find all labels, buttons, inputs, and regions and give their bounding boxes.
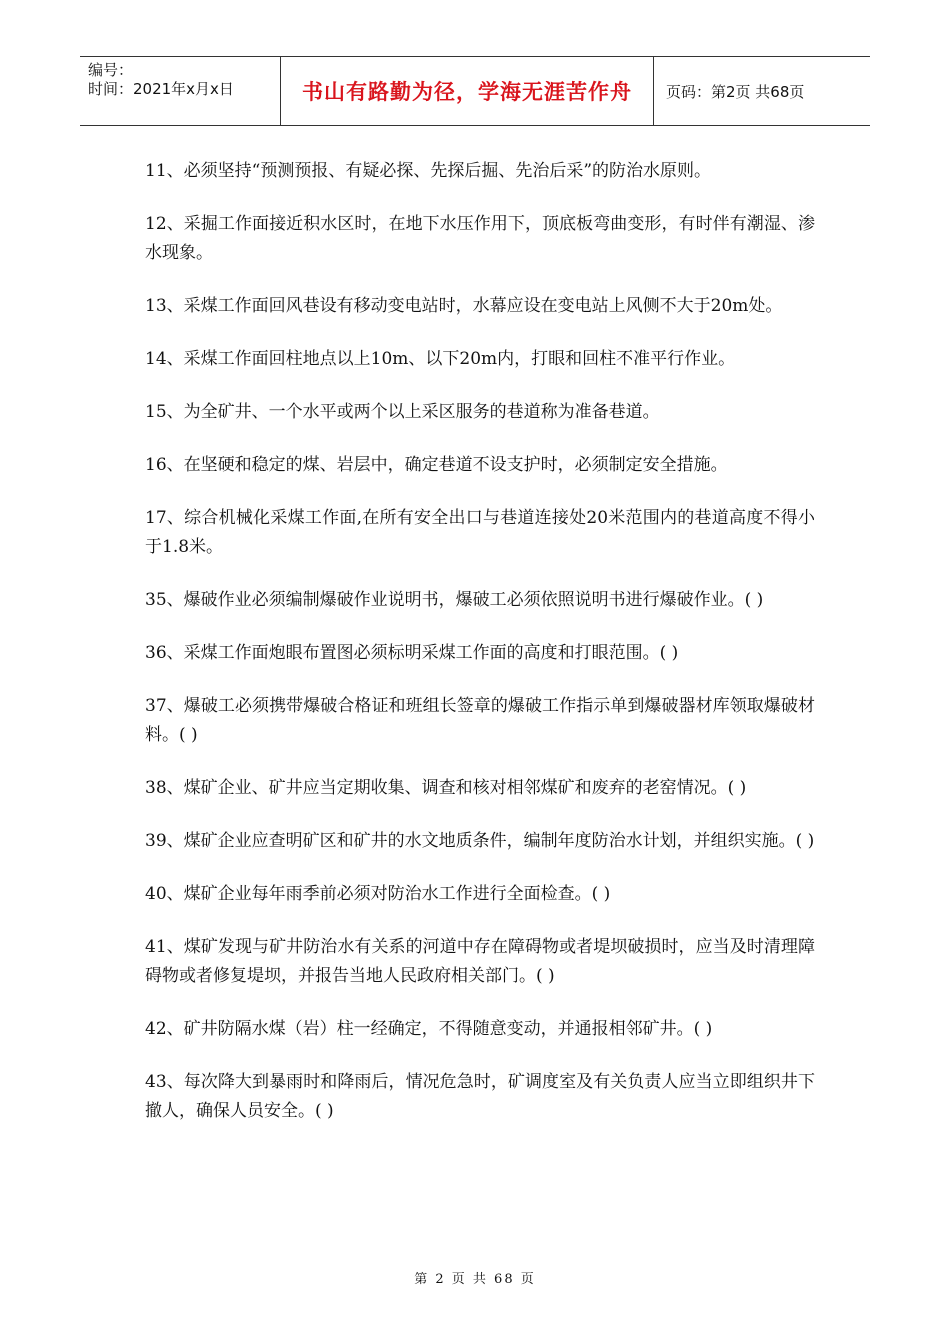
list-item: 43、每次降大到暴雨时和降雨后，情况危急时，矿调度室及有关负责人应当立即组织井下撤人，确保人员安全。( ) bbox=[145, 1072, 815, 1121]
page-header bbox=[80, 56, 870, 126]
list-item: 16、在坚硬和稳定的煤、岩层中，确定巷道不设支护时，必须制定安全措施。 bbox=[145, 455, 728, 475]
list-item: 11、必须坚持“预测预报、有疑必探、先探后掘、先治后采”的防治水原则。 bbox=[145, 161, 712, 181]
document-time-label: 时间：2021年x月x日 bbox=[88, 80, 234, 98]
list-item: 13、采煤工作面回风巷设有移动变电站时，水幕应设在变电站上风侧不大于20m处。 bbox=[145, 296, 783, 316]
question-list bbox=[145, 157, 815, 1150]
header-motto: 书山有路勤为径，学海无涯苦作舟 bbox=[302, 80, 632, 104]
list-item: 17、综合机械化采煤工作面,在所有安全出口与巷道连接处20米范围内的巷道高度不得小于1.8米。 bbox=[145, 508, 815, 557]
list-item: 15、为全矿井、一个水平或两个以上采区服务的巷道称为准备巷道。 bbox=[145, 402, 660, 422]
header-page-cell bbox=[654, 57, 870, 125]
list-item: 41、煤矿发现与矿井防治水有关系的河道中存在障碍物或者堤坝破损时，应当及时清理障碍物或者修复堤坝，并报告当地人民政府相关部门。( ) bbox=[145, 937, 815, 986]
list-item: 37、爆破工必须携带爆破合格证和班组长签章的爆破工作指示单到爆破器材库领取爆破材料。( ) bbox=[145, 696, 815, 745]
list-item: 38、煤矿企业、矿井应当定期收集、调查和核对相邻煤矿和废弃的老窑情况。( ) bbox=[145, 778, 747, 798]
list-item: 36、采煤工作面炮眼布置图必须标明采煤工作面的高度和打眼范围。( ) bbox=[145, 643, 679, 663]
document-number-label: 编号： bbox=[88, 61, 134, 79]
list-item: 42、矿井防隔水煤（岩）柱一经确定，不得随意变动，并通报相邻矿井。( ) bbox=[145, 1019, 713, 1039]
header-motto-cell bbox=[281, 57, 654, 125]
header-page-label: 页码：第2页 共68页 bbox=[666, 82, 805, 101]
list-item: 35、爆破作业必须编制爆破作业说明书，爆破工必须依照说明书进行爆破作业。( ) bbox=[145, 590, 764, 610]
page-footer: 第 2 页 共 68 页 bbox=[414, 1272, 536, 1287]
list-item: 12、采掘工作面接近积水区时，在地下水压作用下，顶底板弯曲变形，有时伴有潮湿、渗水现象。 bbox=[145, 214, 815, 263]
header-meta bbox=[80, 57, 281, 125]
list-item: 14、采煤工作面回柱地点以上10m、以下20m内，打眼和回柱不准平行作业。 bbox=[145, 349, 736, 369]
list-item: 39、煤矿企业应查明矿区和矿井的水文地质条件，编制年度防治水计划，并组织实施。( ) bbox=[145, 831, 815, 851]
list-item: 40、煤矿企业每年雨季前必须对防治水工作进行全面检查。( ) bbox=[145, 884, 611, 904]
